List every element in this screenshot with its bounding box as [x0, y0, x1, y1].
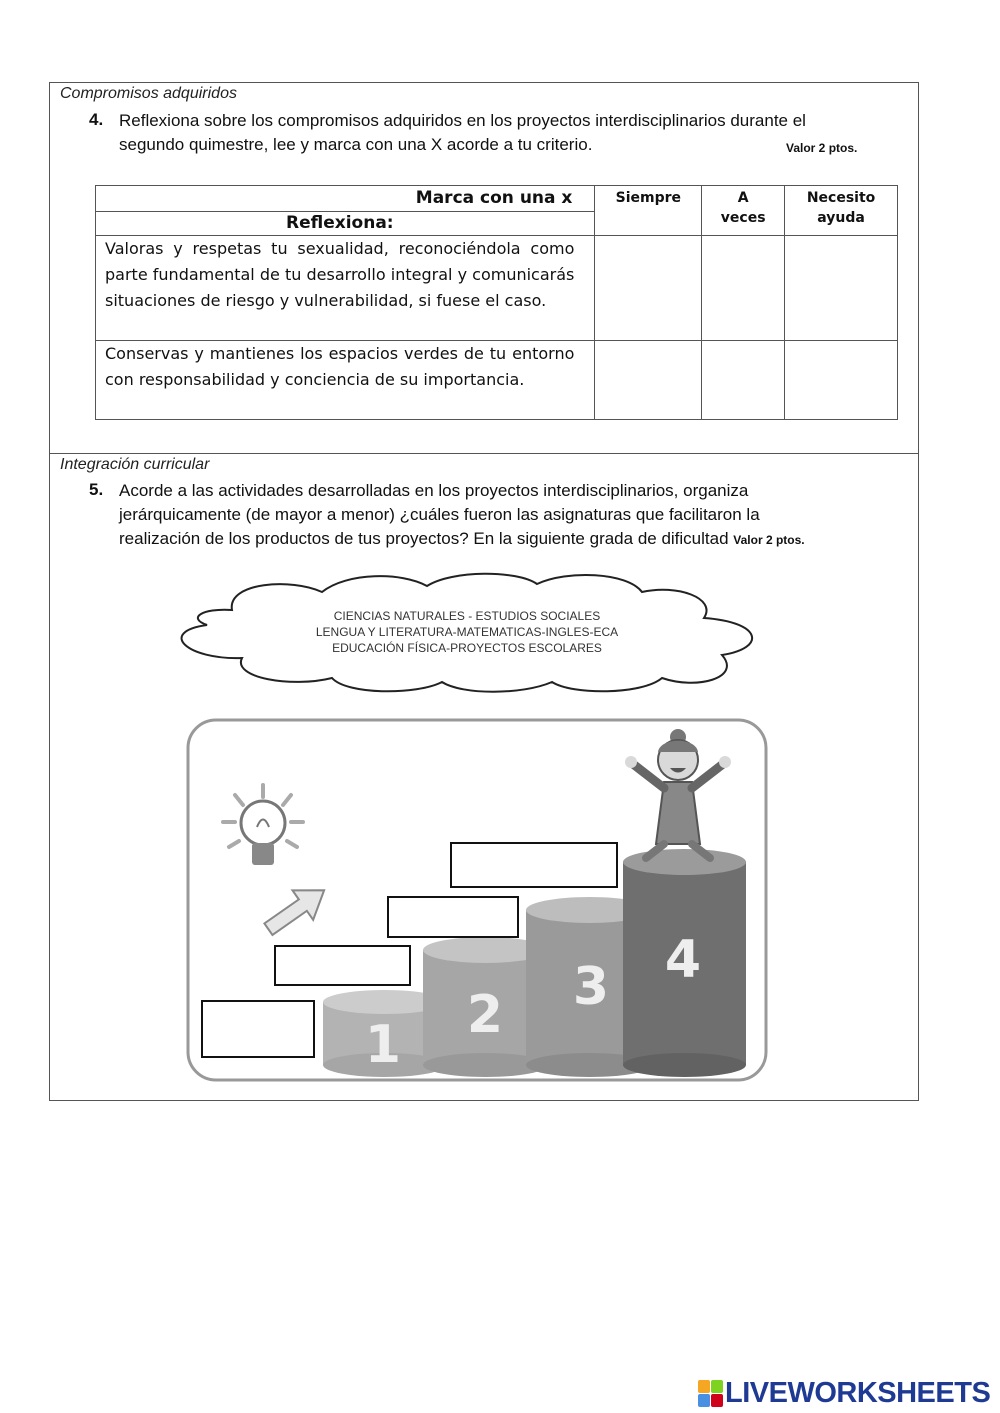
question-4-line-2-text: segundo quimestre, lee y marca con una X acorde a tu criterio.: [119, 135, 593, 154]
question-4-line-1: Reflexiona sobre los compromisos adquiridos en los proyectos interdisciplinarios durante el: [119, 111, 806, 130]
column-necesito-ayuda: [785, 186, 898, 236]
row-statement: Valoras y respetas tu sexualidad, reconociéndola como parte fundamental de tu desarrollo integral y comunicarás situaciones de riesgo y vulnerabilidad, si fuese el caso.: [96, 236, 595, 341]
column-a-veces: [702, 186, 785, 236]
checkbox-cell-a-veces[interactable]: [702, 341, 785, 420]
answer-box-step-1[interactable]: [201, 1000, 315, 1058]
checkbox-cell-siempre[interactable]: [595, 341, 702, 420]
table-header-marca: Marca con una x: [96, 186, 595, 212]
checkbox-cell-siempre[interactable]: [595, 236, 702, 341]
cloud-line-3: EDUCACIÓN FÍSICA-PROYECTOS ESCOLARES: [332, 641, 602, 655]
answer-box-step-2[interactable]: [274, 945, 411, 986]
checkbox-cell-necesito-ayuda[interactable]: [785, 236, 898, 341]
cloud-subjects-text: [172, 608, 762, 656]
podium-number-4: 4: [664, 930, 702, 990]
question-4-line-2: [119, 133, 897, 157]
question-5-line-3-text: realización de los productos de tus proyectos? En la siguiente grada de dificultad: [119, 529, 729, 548]
reflection-table: [95, 185, 898, 420]
column-necesito-ayuda-line-1: Necesito: [806, 190, 876, 206]
liveworksheets-logo: [698, 1378, 990, 1408]
cloud-line-1: CIENCIAS NATURALES - ESTUDIOS SOCIALES: [333, 609, 601, 623]
question-5-line-2: jerárquicamente (de mayor a menor) ¿cuáles fueron las asignaturas que facilitaron la: [119, 505, 760, 524]
table-row: [96, 341, 898, 420]
question-5-line-3: [119, 527, 897, 552]
column-necesito-ayuda-line-2: ayuda: [817, 210, 865, 226]
question-number-4: 4.: [89, 110, 104, 129]
question-5-line-1: Acorde a las actividades desarrolladas en los proyectos interdisciplinarios, organiza: [119, 481, 749, 500]
brand-text: LIVEWORKSHEETS: [725, 1376, 991, 1409]
checkbox-cell-a-veces[interactable]: [702, 236, 785, 341]
column-a-veces-line-2: veces: [720, 210, 766, 226]
column-siempre: Siempre: [595, 186, 702, 236]
section-label-integracion: Integración curricular: [60, 456, 210, 473]
question-4-value: Valor 2 ptos.: [786, 141, 858, 155]
liveworksheets-mark-icon: [698, 1380, 722, 1406]
question-4-text: [119, 109, 897, 157]
cloud-line-2: LENGUA Y LITERATURA-MATEMATICAS-INGLES-ECA: [315, 625, 619, 639]
question-number-5: 5.: [89, 480, 104, 499]
section-label-compromisos: Compromisos adquiridos: [60, 85, 237, 102]
question-5-text: [119, 479, 897, 552]
column-a-veces-line-1: A: [737, 190, 749, 206]
podium-number-3: 3: [572, 957, 610, 1017]
table-header-reflexiona: Reflexiona:: [96, 212, 595, 236]
answer-box-step-3[interactable]: [387, 896, 519, 938]
section-divider: [49, 453, 919, 454]
checkbox-cell-necesito-ayuda[interactable]: [785, 341, 898, 420]
podium-number-1: 1: [364, 1015, 402, 1075]
question-5-value: Valor 2 ptos.: [733, 533, 805, 547]
table-row: [96, 236, 898, 341]
podium-number-2: 2: [466, 985, 504, 1045]
answer-box-step-4[interactable]: [450, 842, 618, 888]
row-statement: Conservas y mantienes los espacios verdes de tu entorno con responsabilidad y conciencia de su importancia.: [96, 341, 595, 420]
